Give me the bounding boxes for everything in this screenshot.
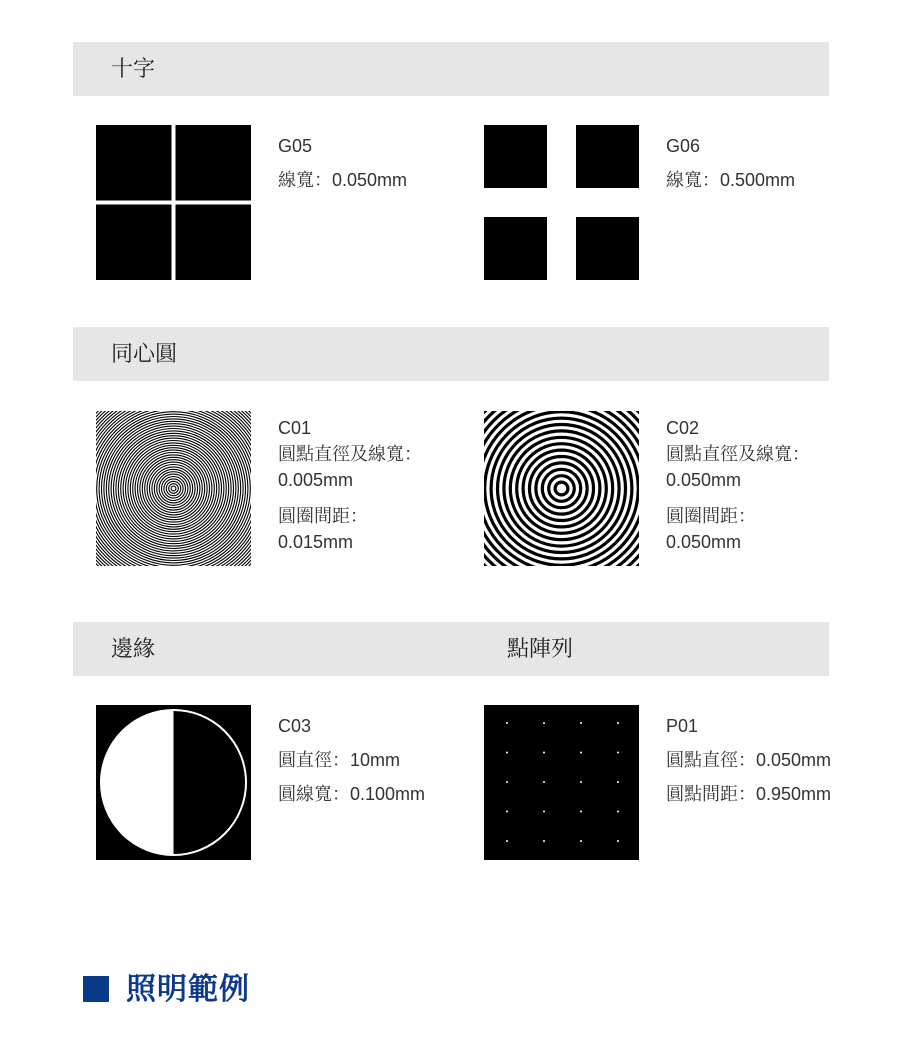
c02-dot-line-value: 0.050mm [666,470,742,490]
array-dot [506,781,508,783]
c03-spec [278,709,425,811]
array-dot [543,840,545,842]
array-dot [580,752,582,754]
c01-spec [278,415,422,555]
p01-dot-spacing: 圓點間距：0.950mm [666,784,832,804]
g05-spec [278,129,407,197]
section-header-cross [73,42,829,96]
c01-dot-line-value: 0.005mm [278,470,354,490]
c01-dot-line-label: 圓點直徑及線寬： [278,444,422,464]
c01-spacing-value: 0.015mm [278,532,354,552]
array-dot [617,781,619,783]
array-dot [506,752,508,754]
c01-pattern-image [96,411,251,566]
array-dot [543,722,545,724]
c02-code: C02 [666,418,700,438]
array-dot [543,811,545,813]
c02-spacing-label: 圓圈間距： [666,506,756,526]
c02-pattern-image [484,411,639,566]
p01-spec [666,709,831,811]
array-dot [617,722,619,724]
footer-square-marker [83,976,109,1002]
c01-spacing-label: 圓圈間距： [278,506,368,526]
p01-pattern-image [484,705,639,860]
array-dot [617,811,619,813]
g06-spec [666,129,795,197]
array-dot [543,752,545,754]
array-dot [580,722,582,724]
g06-pattern-image [484,125,639,280]
g05-code: G05 [278,136,313,156]
section-header-concentric [73,327,829,381]
g06-line-width: 線寬：0.500mm [666,170,796,190]
array-dot [506,722,508,724]
c02-spec [666,415,810,555]
c01-code: C01 [278,418,312,438]
p01-code: P01 [666,716,699,736]
c02-dot-line-label: 圓點直徑及線寬： [666,444,810,464]
c03-pattern-image [96,705,251,860]
array-dot [580,781,582,783]
g05-line-width: 線寬：0.050mm [278,170,408,190]
p01-dot-diameter: 圓點直徑：0.050mm [666,750,832,770]
section-title-dot-array: 點陣列 [507,636,574,661]
array-dot [580,811,582,813]
array-dot [617,840,619,842]
g06-code: G06 [666,136,701,156]
c03-line-width: 圓線寬：0.100mm [278,784,426,804]
section-title-concentric: 同心圓 [111,341,178,366]
array-dot [580,840,582,842]
array-dot [506,811,508,813]
c03-code: C03 [278,716,312,736]
array-dot [543,781,545,783]
footer-title: 照明範例 [126,973,250,1006]
g05-pattern-image [96,125,251,280]
c03-diameter: 圓直徑：10mm [278,750,401,770]
array-dot [506,840,508,842]
section-title-edge: 邊緣 [111,636,156,661]
section-title-cross: 十字 [111,56,156,81]
c02-spacing-value: 0.050mm [666,532,742,552]
array-dot [617,752,619,754]
section-header-edge-dots [73,622,829,676]
